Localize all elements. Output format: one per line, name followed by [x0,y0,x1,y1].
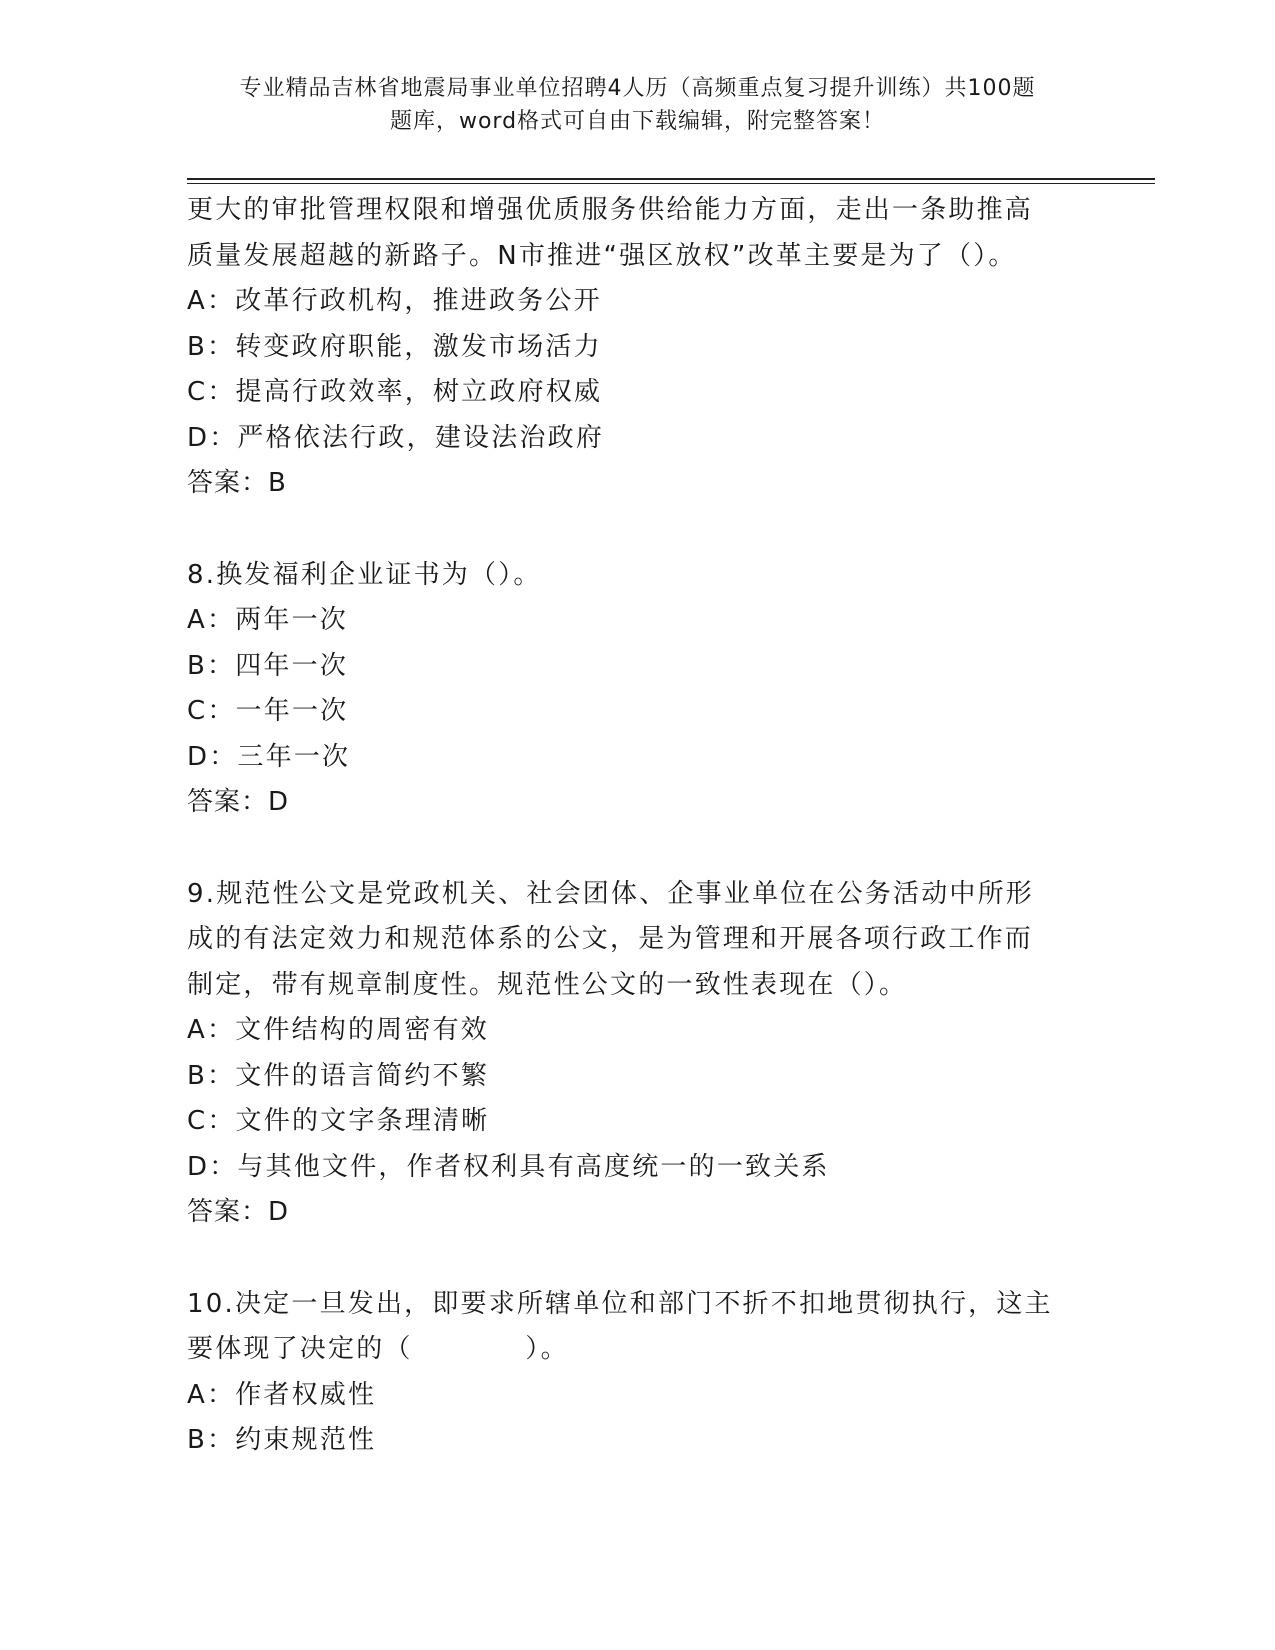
question-stem-line: 10.决定一旦发出，即要求所辖单位和部门不折不扣地贯彻执行，这主 [187,1288,1053,1319]
header-divider-thin [187,183,1155,184]
question-8 [187,553,1087,826]
question-list [187,188,1087,1464]
option-a: A：作者权威性 [187,1379,377,1410]
question-10 [187,1282,1087,1464]
question-stem-line: 要体现了决定的（ ）。 [187,1334,569,1364]
option-d: D：与其他文件，作者权利具有高度统一的一致关系 [187,1151,830,1182]
option-b: B：四年一次 [187,650,349,681]
question-stem-line: 9.规范性公文是党政机关、社会团体、企事业单位在公务活动中所形 [187,878,1035,909]
option-a: A：两年一次 [187,605,348,635]
question-stem-line: 质量发展超越的新路子。N市推进“强区放权”改革主要是为了（）。 [187,240,1017,271]
answer: 答案：D [187,1197,290,1227]
answer: 答案：D [187,787,290,817]
option-c: C：提高行政效率，树立政府权威 [187,377,603,407]
option-d: D：三年一次 [187,741,351,772]
header-line-1: 专业精品吉林省地震局事业单位招聘4人历（高频重点复习提升训练）共100题 [239,76,1036,101]
header-divider-thick [187,178,1155,180]
question-stem-line: 成的有法定效力和规范体系的公文，是为管理和开展各项行政工作而 [187,924,1034,954]
option-c: C：文件的文字条理清晰 [187,1106,490,1136]
option-b: B：约束规范性 [187,1425,377,1455]
answer: 答案：B [187,468,287,498]
question-stem-line: 更大的审批管理权限和增强优质服务供给能力方面，走出一条助推高 [187,195,1034,225]
question-stem-line: 8.换发福利企业证书为（）。 [187,559,542,590]
header-line-2: 题库，word格式可自由下载编辑，附完整答案！ [389,109,886,134]
option-c: C：一年一次 [187,696,349,726]
question-stem-line: 制定，带有规章制度性。规范性公文的一致性表现在（）。 [187,969,908,1000]
option-b: B：转变政府职能，激发市场活力 [187,331,602,362]
option-b: B：文件的语言简约不繁 [187,1060,490,1091]
question-9 [187,872,1087,1236]
option-a: A：改革行政机构，推进政务公开 [187,286,602,316]
option-a: A：文件结构的周密有效 [187,1015,489,1045]
option-d: D：严格依法行政，建设法治政府 [187,422,605,453]
document-header [0,72,1275,138]
question-7 [187,188,1087,507]
